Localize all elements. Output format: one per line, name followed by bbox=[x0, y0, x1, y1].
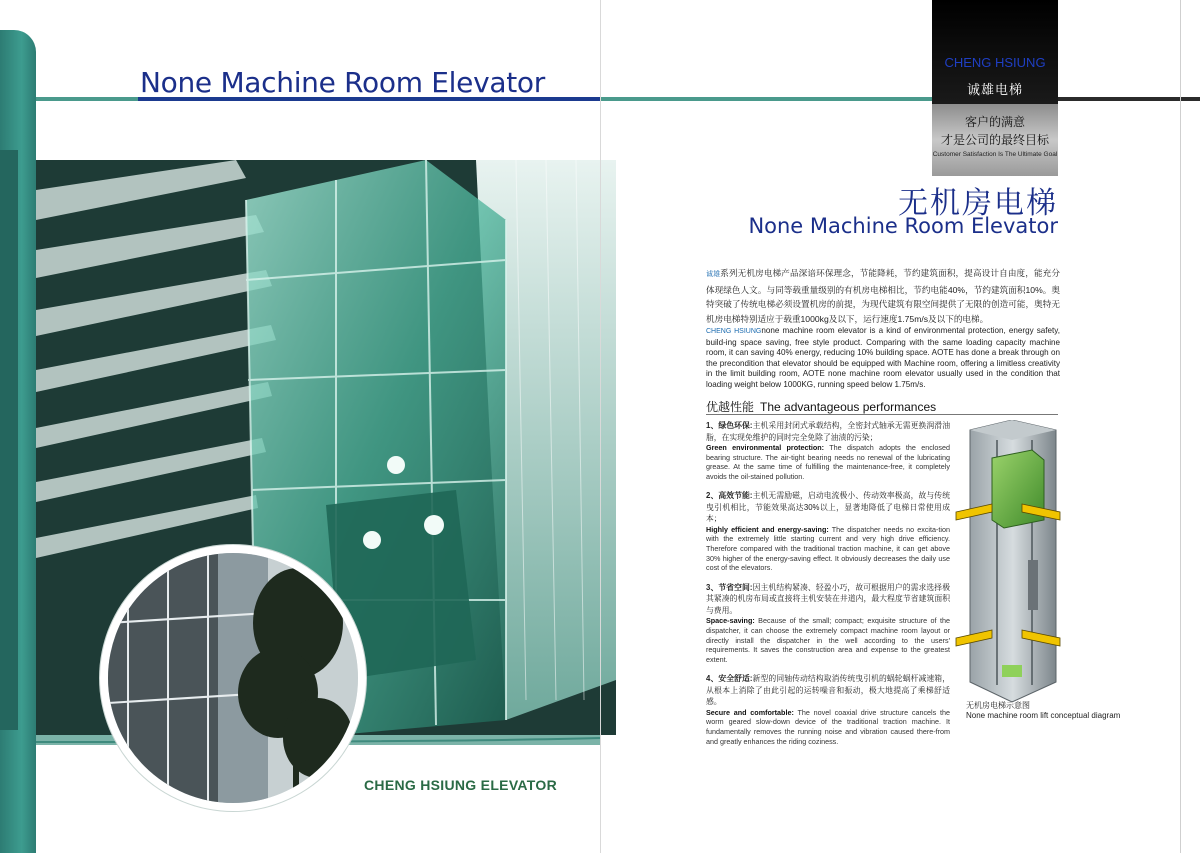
item-2-text-cn: 主机无需励磁，启动电流极小、传动效率极高，故与传统曳引机相比，节能效果高达30%以上，显著地降低了电梯日常使用成本； bbox=[706, 491, 950, 524]
item-3-text-en: Because of the small; compact; exquisite structure of the dispatcher, it can choose the extremely compact machine room layout or directly install the dispatcher in the well according to the users' requirements. It saves the construction area and expense to the greatest extent. bbox=[706, 616, 950, 664]
list-item bbox=[706, 420, 950, 481]
item-2-heading-en: Highly efficient and energy-saving: bbox=[706, 524, 829, 534]
circular-inset-photo bbox=[100, 545, 366, 811]
left-side-tab-stripe bbox=[0, 150, 18, 730]
right-title-en: None Machine Room Elevator bbox=[748, 214, 1058, 238]
item-3-heading-en: Space-saving: bbox=[706, 616, 755, 626]
intro-paragraph-en bbox=[706, 326, 1060, 391]
item-1-text-en: The dispatch adopts the enclosed bearing structure. The air-tight bearing needs no renewal of the lubricating grease. At the same time of fulfilling the maintenance-free, it completely avoids the oil-stained pollution. bbox=[706, 443, 950, 481]
advantages-rule bbox=[706, 414, 1058, 415]
item-4-text-cn: 新型的同轴传动结构取消传统曳引机的蜗轮蜗杆减速箱，从根本上消除了由此引起的运转噪音和振动，极大地提高了乘梯舒适感。 bbox=[706, 674, 950, 707]
advantages-heading bbox=[706, 398, 936, 415]
slogan-line-1: 客户的满意 bbox=[964, 115, 1025, 129]
item-3-text-cn: 因主机结构紧凑、轻盈小巧，故可根据用户的需求选择极其紧凑的机房布局或直接将主机安装在井道内，最大程度节省建筑面积与费用。 bbox=[706, 582, 950, 615]
item-4-heading-en: Secure and comfortable: bbox=[706, 707, 794, 717]
item-1-heading-en: Green environmental protection: bbox=[706, 443, 825, 452]
elevator-shaft-diagram bbox=[952, 420, 1062, 702]
brand-name-en: CHENG HSIUNG bbox=[944, 55, 1046, 70]
advantages-heading-en: The advantageous performances bbox=[760, 400, 937, 414]
intro-brand-tag-en: CHENG HSIUNG bbox=[706, 328, 762, 335]
item-1-heading-cn: 1、绿色环保: bbox=[706, 421, 753, 430]
right-dark-rule bbox=[1058, 97, 1200, 101]
diagram-caption-en: None machine room lift conceptual diagram bbox=[966, 711, 1121, 720]
right-title-cn: 无机房电梯 bbox=[898, 187, 1058, 220]
left-teal-rule bbox=[36, 97, 138, 101]
intro-paragraph-cn bbox=[706, 266, 1060, 326]
item-1-text-cn: 主机采用封闭式承载结构，全密封式轴承无需更换润滑油脂，在实现免维护的同时完全免除了油渍的污染； bbox=[706, 421, 950, 442]
list-item bbox=[706, 490, 950, 572]
right-teal-rule bbox=[601, 97, 932, 101]
advantages-heading-cn: 优越性能 bbox=[706, 400, 755, 414]
left-page-title: None Machine Room Elevator bbox=[140, 66, 545, 99]
page-fold-line bbox=[600, 0, 601, 853]
list-item bbox=[706, 582, 950, 664]
item-2-heading-cn: 2、高效节能: bbox=[706, 491, 753, 501]
intro-text-en: none machine room elevator is a kind of environmental protection, energy safety, build-ing space saving, free style product. Comparing with the same loading capacity machine room, it can saving 40% energy, reducing 10% building space. AOTE has done a break through on the precondition that elevator should be equipped with Machine room, offering a limitless creativity in the limit building room, AOTE none machine room elevator usually used in the condition that loading weight below 1000KG, running speed below 1.75m/s. bbox=[706, 326, 1061, 389]
right-edge-line bbox=[1180, 0, 1181, 853]
diagram-caption-cn: 无机房电梯示意图 bbox=[966, 701, 1030, 710]
brand-name-cn: 诚雄电梯 bbox=[966, 82, 1023, 97]
intro-brand-tag-cn: 诚雄 bbox=[706, 271, 721, 278]
slogan-line-2: 才是公司的最终目标 bbox=[940, 133, 1049, 147]
advantages-list bbox=[706, 420, 950, 755]
item-3-heading-cn: 3、节省空间: bbox=[706, 582, 753, 592]
item-4-text-en: The novel coaxial drive structure cancels the worm geared slow-down device of the traditional traction machine. It fundamentally removes the running noise and vibration caused there-from and greatly enhances the riding coziness. bbox=[706, 707, 950, 746]
bottom-brand-name: CHENG HSIUNG ELEVATOR bbox=[364, 777, 557, 793]
intro-text-cn: 系列无机房电梯产品深谙环保理念，节能降耗，节约建筑面积，提高设计自由度，能充分体现绿色人文。与同等载重量级别的有机房电梯相比，节约电能40%，节约建筑面积10%。奥特突破了传统电梯必须设置机房的前提，为现代建筑有限空间提供了无限的创造可能，奥特无机房电梯特别适应于载重1000kg及以下，运行速度1.75m/s及以下的电梯。 bbox=[706, 268, 1060, 324]
item-2-text-en: The dispatcher needs no excita-tion with the extremely little starting current and very high drive efficiency. Therefore compared with the traditional traction machine, it can get above 30% higher of the energy-saving effect. It obviously decreases the daily use cost of the elevators. bbox=[706, 524, 950, 573]
item-4-heading-cn: 4、安全舒适: bbox=[706, 674, 753, 684]
list-item bbox=[706, 673, 950, 746]
slogan-en: Customer Satisfaction Is The Ultimate Goal bbox=[932, 151, 1058, 158]
